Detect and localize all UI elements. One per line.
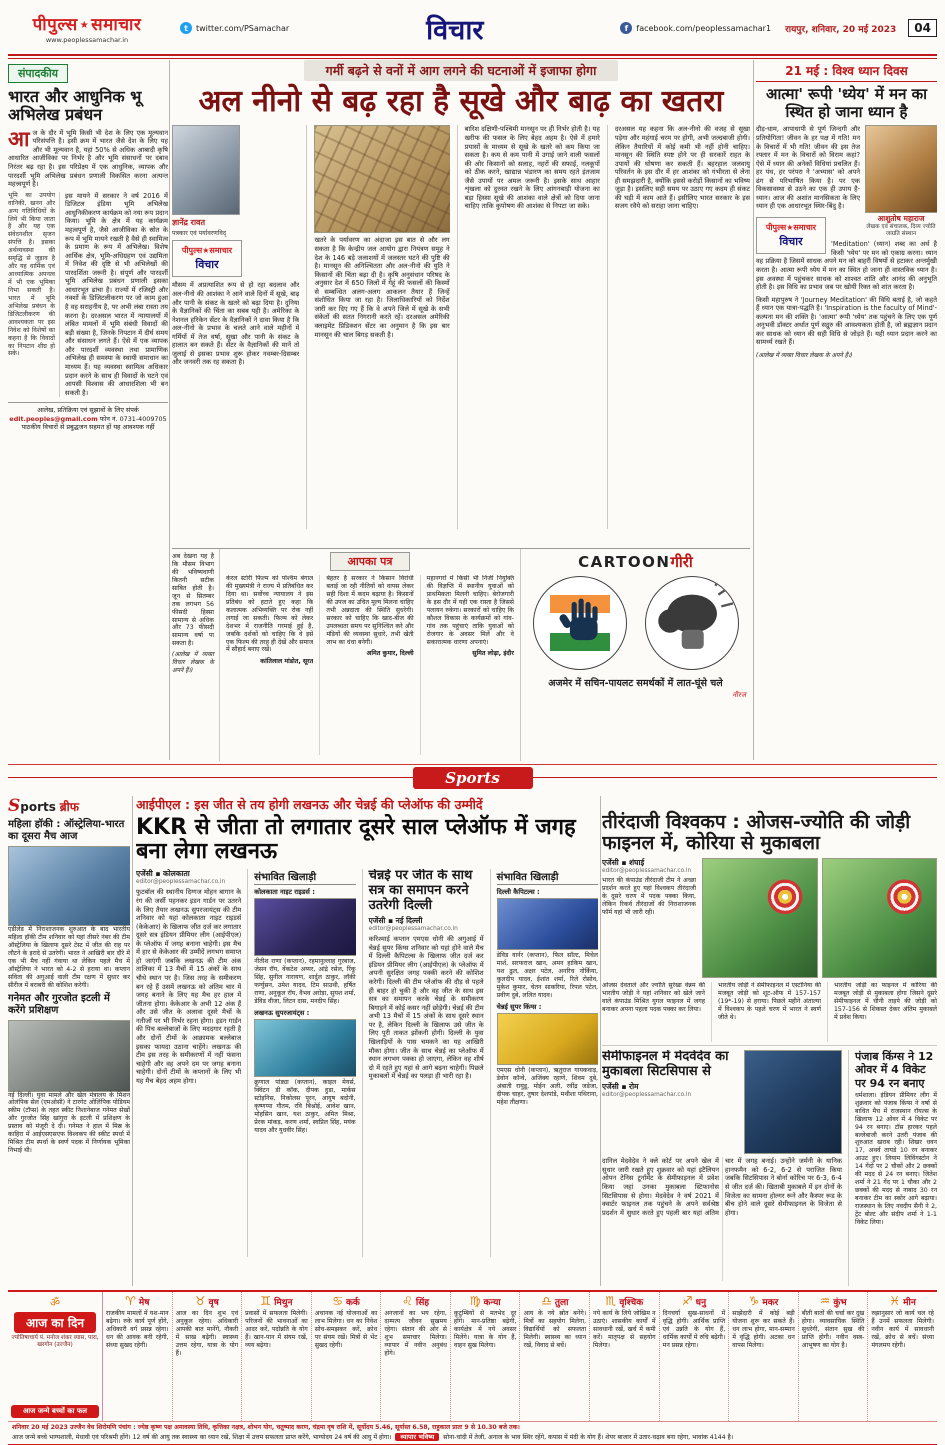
zodiac-icon: ♉ (194, 1294, 206, 1308)
meditation-paragraph: किसी महापुरुष ने 'Journey Meditation' की विधि बताई है, जो कहते हैं ध्यान एक यात्रा-पद्धति है। 'Inspiration is the faculty of Mind'- कल्पना मन की शक्ति है। 'आत्मा' रूपी 'ध्येय' तक पहुंचने के लिए एक पूर्ण अनुभवी डॉक्टर अर्थात पूर्ण सद्गुरु की आवश्यकता होती है, जो ब्रह्मज्ञान प्रदान कर साधक को ध्यान की सही विधि से जोड़ते हैं। यही ध्यान प्रदान करने का सामर्थ्य रखते हैं। (756, 295, 937, 347)
zodiac-text: आय के नये स्रोत बनेंगे। मित्रों का सहयोग मिलेगा, विद्यार्थियों को सफलता मिलेगी। स्वास्थ्य का ध्यान रखें, विवाद से बचें। (523, 1310, 587, 1349)
lsg-player-photo (254, 1019, 355, 1077)
zodiac-text: अनजानों का भय रहेगा, दाम्पत्य जीवन सुखमय रहेगा। संतान की ओर से शुभ समाचार मिलेगा। व्यापार में नवीन अनुबंध होंगे। (384, 1310, 447, 1357)
guru-figure (865, 125, 937, 238)
meditation-paragraph: दौड़-धाम, आपाधापी से पूर्ण जिन्दगी और प्रतियोगिता! जीवन के हर पक्ष में गति! मन के विचारों में भी गति! जीवन की इस तेज रफ्तार में मन के विचारों को विराम कहां? ऐसे में ध्यान की अनेकों विधियां प्रचलित हैं। हर पंथ, हर परंपरा ने 'अभ्यास' को अपने ढंग से परिभाषित किया है। पर एक विकसावस्था से उठने का एक ही उपाय है- ध्यान। आज की अशांत मानसिकता के लिए ध्यान ही एक आधारभूत स्थिर-बिंदु है। (756, 125, 860, 211)
zodiac-row (103, 1292, 937, 1421)
delhi-byline: एजेंसी ▪ नई दिल्ली (368, 916, 423, 926)
author-photo (172, 125, 240, 215)
zodiac-icon: ♊ (260, 1294, 272, 1308)
star-icon: ★ (79, 20, 90, 31)
page-number: 04 (908, 19, 937, 37)
cartoon-caption: अजमेर में सचिन-पायलट समर्थकों में लात-घूंसे चले (548, 678, 723, 689)
zodiac-name: कन्या (483, 1297, 501, 1308)
csk-label: चेन्नई सुपर किंग्स : (496, 1003, 542, 1011)
lead-col2: खतरे के पर्यावरण का अंदाजा इस बात से और लग सकता है कि केन्द्रीय जल आयोग द्वारा नियंत्रण समूह ने देश के 146 बड़े जलाशयों में जलस्तर घटने की पुष्टि की है। मानसून की अनिश्चितता और अल-नीनो की युति ने किसानों की चिंता बढ़ा दी है। कृषि अनुसंधान परिषद के अनुसार देश में 650 जिलों में गेहूं की फसलों की किस्मों से सम्बन्धित अलग-अलग आकलन तैयार हैं जिन्हें संशोधित किया जा रहा है। जिलाधिकारियों को निर्देश जारी कर दिए गए हैं कि वे अपने जिले में सूखे के सभी संकेतों की सतत निगरानी करते रहें। दरअसल अमेरिकी क्लाइमेट प्रिडिक्शन सेंटर का अनुमान है कि इस बार मानसून की चाल बिगड़ सकती है। (314, 236, 450, 339)
meditation-kicker: 21 मई : विश्व ध्यान दिवस (756, 62, 937, 82)
zodiac-text: कुटुम्बियों से मतभेद दूर होंगे। मान-प्रतिष्ठा बढ़ेगी, कार्यक्षेत्र में नये अवसर मिलेंगे। यात्रा के योग हैं, वाहन सुख मिलेगा। (453, 1310, 517, 1349)
archery-col4: भारतीय जोड़ी का फाइनल में कोरिया की मजबूत जोड़ी से मुकाबला होगा जिसने दूसरे सेमीफाइनल में चीनी ताइपे की जोड़ी को 157-156 से शिकस्त देकर अंतिम मुकाबले में प्रवेश किया। (827, 982, 937, 1042)
zodiac-icon: ♏ (605, 1294, 617, 1308)
horoscope-section (8, 1290, 937, 1445)
newspaper-logo (8, 12, 166, 44)
author-name: ज्ञानेंद्र रावत (172, 218, 206, 228)
archery-col3: भारतीय जोड़ी ने सेमीफाइनल में एस्टोनिया की मजबूत जोड़ी को शूट-ऑफ में 157-157 (19*-19) से हराया। पिछले महीने अंताल्या में विश्वकप के पहले चरण में भारत ने स्वर्ण जीते थे। (711, 982, 821, 1042)
zodiac-name: धनु (695, 1297, 707, 1308)
kkr-list: नीतीश राणा (कप्तान), रहमानुल्लाह गुरबाज, जेसन रॉय, वेंकटेश अय्यर, आंद्रे रसेल, रिंकू सिंह, सुनील नारायण, शार्दुल ठाकुर, लॉकी फर्ग्युसन, उमेश यादव, टिम साउथी, हर्षित राणा, अनुकूल रॉय, वैभव अरोड़ा, सुयश शर्मा, डेविड वीजा, लिटन दास, मनदीप सिंह। (254, 958, 356, 1006)
letters-cartoon-row (172, 548, 750, 761)
kkr-label: कोलकाता नाइट राइडर्स : (254, 888, 315, 897)
facebook-handle[interactable] (620, 22, 771, 34)
csk-player-photo (497, 1013, 598, 1065)
brief-headline: गनेमत और गुरजोत इटली में करेंगे प्रशिक्षण (8, 992, 110, 1016)
letter-item (319, 575, 413, 755)
letters-title: आपका पत्र (330, 552, 410, 571)
zodiac-icon: ♓ (889, 1294, 901, 1308)
meditation-article (756, 62, 937, 760)
lead-col1: मौसम में अप्रत्याशित रूप से हो रहा बदलाव और अल-नीनो की आशंका ने आने वाले दिनों में सूखे, बाढ़ और पानी के संकट के खतरे को बढ़ा दिया है। दुनिया के वैज्ञानिकों की चिंता का सबब यही है। अमेरिका के नेशनल हरिकेन सेंटर के वैज्ञानिकों ने दावा किया है कि अल-नीनो के प्रभाव के चलते आने वाले महीनों में गर्मियों में तेज वर्षा, सूखा और पानी के संकट के हालात बन सकते हैं। सेंटर के वैज्ञानिकों की मानें तो जुलाई से इसका प्रभाव शुरू होकर नवम्बर-दिसम्बर और जनवरी तक रह सकता है। (172, 281, 300, 367)
sports-banner-label: Sports (413, 767, 533, 789)
archery-headline: तीरंदाजी विश्वकप : ओजस-ज्योति की जोड़ी फाइनल में, कोरिया से मुकाबला (602, 810, 911, 855)
lead-headline: अल नीनो से बढ़ रहा है सूखे और बाढ़ का खतरा (198, 84, 724, 119)
ipl-kicker: आईपीएल : इस जीत से तय होगी लखनऊ और चेन्नई की प्लेऑफ की उम्मीदें (136, 797, 483, 812)
zodiac-icon: ♈ (125, 1294, 136, 1308)
letter-author: कांतिलाल मांडोत, सूरत (260, 658, 314, 666)
zodiac-icon: ♎ (541, 1294, 552, 1308)
contact-phone: फोन नं. 0731-4009705 (99, 414, 167, 423)
brief-body: एडीलेड में निराशाजनक शुरुआत के बाद भारतीय महिला हॉकी टीम शनिवार को यहां तीसरे नंबर की टीम ऑस्ट्रेलिया के खिलाफ दूसरे टेस्ट में जीत की राह पर लौटने के इरादे से उतरेगी। भारत ने आखिरी बार दौरे में एक भी मैच नहीं गंवाया था लेकिन पहले मैच में ऑस्ट्रेलिया ने भारत को 4-2 से हराया था। कप्तान सविता की अगुआई वाली टीम रक्षण में सुधार कर सीरीज में बराबरी की कोशिश करेगी। (8, 926, 130, 989)
brief-headline: महिला हॉकी : ऑस्ट्रेलिया-भारत का दूसरा मैच आज (8, 819, 125, 842)
lead-footnote: (आलेख में व्यक्त विचार लेखक के अपने हैं।) (172, 651, 214, 674)
twitter-icon: t (180, 22, 192, 34)
zodiac-text: राजकीय मामलों में यश-मान बढ़ेगा। रुके कार्य पूर्ण होंगे, अधिकारी वर्ग प्रसन्न रहेगा। धन की आवक बनी रहेगी, संध्या सुखद रहेगी। (106, 1310, 169, 1349)
tennis-headline: सेमीफाइनल में मेदवेदेव का मुकाबला सिटसिपास से (602, 1050, 729, 1080)
lead-continuation: अब देखना यह है कि मौसम विभाग की भविष्यवाणी कितनी सटीक साबित होती है। जून से सितम्बर तक लगभग 56 फीसदी हिस्सा सामान्य से अधिक और 73 फीसदी सामान्य वर्षा पा सकता है। (आलेख में व्यक्त विचार लेखक के अपने हैं।) (172, 549, 220, 761)
brand-box (172, 240, 242, 277)
archery-byline: एजेंसी ▪ शंघाई (602, 858, 645, 868)
zodiac-text: बीती बातों की चर्चा कर दुख होगा। व्यावसायिक स्थिति सुधरेगी, संतान सुख की प्राप्ति होगी। नवीन वस्त्र-आभूषण का योग है। (801, 1310, 865, 1349)
om-icon: ॐ (49, 1296, 61, 1309)
sports-brief-column (8, 796, 130, 1286)
lead-kicker: गर्मी बढ़ने से वनों में आग लगने की घटनाओं में इजाफा होगा (304, 60, 619, 81)
cartoonist-signature: नीरज (732, 691, 746, 699)
zodiac-icon: ♌ (402, 1294, 413, 1308)
csk-list: एमएस धोनी (कप्तान), ऋतुराज गायकवाड़, डेवोन कॉन्वे, अजिंक्य रहाणे, शिवम दुबे, अंबाती रायुडू, मोईन अली, रवींद्र जडेजा, दीपक चाहर, तुषार देशपांडे, मथीशा पथिराना, महेश तीक्षणा। (496, 1067, 598, 1106)
zodiac-column (867, 1292, 937, 1421)
column-divider (600, 796, 601, 1286)
editor-email[interactable]: editor@peoplessamachar.co.in (602, 868, 692, 875)
panchang-line: शनिवार 20 मई 2023 उज्जैन वेध शिरोमणि पंचांग : ज्येष्ठ कृष्ण पक्ष अमावस्या तिथि, कृत्तिका नक्षत्र, शोभन योग, चतुष्पाद करण, चंद्रमा वृष राशि में, सूर्योदय 5.46, सूर्यास्त 6.58, राहुकाल प्रातः 9 से 10.30 बजे तक। (12, 1424, 520, 1432)
zodiac-name: वृश्चिक (619, 1297, 644, 1308)
hockey-photo (8, 846, 130, 926)
brief-body: नई दिल्ली। युवा मामले और खेल मंत्रालय के मिशन ओलंपिक सेल (एमओसी) ने टारगेट ओलिंपिक पोडियम स्कीम (टॉप्स) के तहत स्कीट निशानेबाज गनेमत सेखों और गुरजोत सिंह खांगुरा के इटली में प्रशिक्षण के प्रस्ताव को मंजूरी दे दी। गनेमत ने हाल में मिस्र के काहिरा में आईएसएसएफ विश्वकप की स्कीट स्पर्धा में मिश्रित टीम स्पर्धा के स्वर्ण पदक में निर्णायक भूमिका निभाई थी। (8, 1091, 130, 1155)
contact-line: आलेख, प्रतिक्रिया एवं सुझावों के लिए संपर्क (37, 406, 139, 415)
zodiac-name: वृष (208, 1297, 219, 1308)
letter-author: सुमित लोढ़ा, इंदौर (472, 650, 514, 658)
editorial-sidebar: भूमि का उपयोग वानिकी, खनन और अन्य गतिविधियों के लिये भी किया जाता है और यह एक संवेदनशील सृजन संपत्ति है। इसका अर्थव्यवस्था की समृद्धि से जुड़ाव है और यह धार्मिक एवं आध्यात्मिक अपनत्व में भी एक भूमिका निभा सकती है। भारत में भूमि अभिलेख प्रबंधन के डिजिटलीकरण की आवश्यकता पर इस निवेश को विशेषों का कहना है कि विवादों का निपटान शीघ्र हो सके। (8, 192, 60, 398)
editorial-body: इस मायने में सरकार ने वर्ष 2016 में डिजिटल इंडिया भूमि अभिलेख आधुनिकीकरण कार्यक्रम को नया रूप प्रदान किया। भूमि के क्षेत्र में यह कार्यक्रम महत्वपूर्ण है, जैसे आजीविका के स्रोत के रूप में भूमि मायने रखती है वैसे ही स्वामित्व के प्रमाण के रूप में अभिलेख। विशेष आर्थिक क्षेत्र, भूमि-अधिग्रहण एवं उद्यमिता में निवेश की दृष्टि से भी अभिलेखों की पारदर्शिता जरूरी है। संपूर्ण और पारदर्शी भूमि अभिलेख प्रबंधन प्रणाली इसका आधारभूत ढांचा है। राज्यों में रजिस्ट्री और नक्शों के डिजिटलीकरण पर जो काम हुआ है वह सराहनीय है, पर अभी लंबा रास्ता तय करना है। दरअसल भारत में न्यायालयों में लंबित मामलों में भूमि संबंधी विवादों की बड़ी संख्या है, जिनके निपटान में दीर्घ समय और संसाधन लगते हैं। ऐसे में एक व्यापक और पारदर्शी व्यवस्था तथा प्रामाणिक अभिलेख ही समस्या के स्थायी समाधान का माध्यम हैं। यह व्यवस्था स्वामित्व अधिकार प्रदान करने के साथ ही विवादों के घटने एवं आपसी विश्वास की आधारशिला भी बन सकती है। (65, 191, 168, 397)
letter-text: केरल स्टोरी फिल्म को पश्चिम बंगाल की मुख्यमंत्री ने राज्य में प्रतिबंधित कर दिया था। सर्वोच्च न्यायालय ने इस प्रतिबंध को हटाते हुए कहा कि कलात्मक अभिव्यक्ति पर रोक नहीं लगाई जा सकती। फिल्म को लेकर देशभर में राजनीति गरमाई हुई है, जबकि दर्शकों को चाहिए कि वे इसे एक फिल्म की तरह ही देखें और समाज में सौहार्द बनाए रखें। (226, 575, 314, 654)
horoscope-title: आज का दिन (14, 1312, 96, 1333)
twitter-url[interactable]: twitter.com/PSamachar (196, 23, 290, 33)
zodiac-column (589, 1292, 659, 1421)
cartoon-section (521, 549, 750, 761)
zodiac-column (519, 1292, 589, 1421)
tennis-byline: एजेंसी ▪ रोम (602, 1082, 639, 1092)
forecast-line: आज जन्मे बच्चे भाग्यशाली, मेधावी एवं परिश्रमी होंगे। 12 वर्ष की आयु तक स्वास्थ्य का ध्यान रखें, शिक्षा में उत्तम सफलता प्राप्त करेंगे, भाग्योदय 24 वर्ष की आयु में होगा। व्यापार भविष्य सोना-चांदी में तेजी, अनाज के भाव स्थिर रहेंगे, कपास में मंदी के योग हैं। शेयर बाजार में उतार-चढ़ाव बना रहेगा, भावांक 4144 है। (12, 1432, 734, 1441)
sports-banner (8, 764, 937, 791)
shooting-photo (8, 1020, 130, 1092)
editorial-column (8, 62, 168, 760)
congress-hand-icon (556, 593, 608, 649)
zodiac-text: दिनचर्या सुख-साधनों में वृद्धि होगी। आर्थिक प्राप्ति एवं उन्नति के योग हैं, धार्मिक कार्यों में रुचि बढ़ेगी। मन प्रसन्न रहेगा। (662, 1310, 726, 1349)
guru-photo (865, 125, 937, 213)
facebook-url[interactable]: facebook.com/peoplessamachar1 (636, 23, 772, 33)
zodiac-icon: ♍ (469, 1294, 481, 1308)
website-link[interactable]: www.peoplessamachar.in (45, 36, 129, 44)
archery-col1: भारत की कंपाउंड तीरंदाजी टीम ने अच्छा प्रदर्शन करते हुए यहां विश्वकप तीरंदाजी के दूसरे चरण में पदक पक्का किया, लेकिन रिकर्व तीरंदाजों की निराशाजनक फॉर्म यहां भी जारी रही। (602, 877, 696, 917)
zodiac-text: साझेदारी में कोई बड़ी योजना शुरू कर सकते हैं। धन लाभ होगा, मान-सम्मान में वृद्धि होगी। अटका धन वापस मिलेगा। (732, 1310, 795, 1349)
zodiac-text: प्रवासों में सफलता मिलेगी। परिजनों की भावनाओं का आदर करें, पदोन्नति के योग हैं। खान-पान में संयम रखें, व्यय बढ़ेगा। (245, 1310, 308, 1349)
trade-forecast-label: व्यापार भविष्य (395, 1433, 439, 1442)
zodiac-icon: ♋ (332, 1294, 343, 1308)
zodiac-text: आज का दिन शुभ एवं अनुकूल रहेगा। अधिकारी आपकी बात मानेंगे, नौकरी में साख बढ़ेगी। स्वास्थ्य उत्तम रहेगा, यात्रा के योग हैं। (175, 1310, 239, 1357)
zodiac-text: नये कार्य के लिये जोखिम न उठाएं। शासकीय कार्यों में सावधानी रखें, खर्च में कमी करें। मातृपक्ष से सहयोग मिलेगा। (593, 1310, 656, 1349)
panchang-strip (8, 1421, 937, 1444)
logo-text: पीपुल्स ★ समाचार (32, 15, 142, 35)
punjab-article (848, 1050, 937, 1286)
tennis-photo (744, 1050, 842, 1154)
meditation-paragraph: 'Meditation' (ध्यान) शब्द का अर्थ है किसी 'ध्येय' पर मन को एकाग्र करना। ध्यान वह प्रक्रिया है जिसमें साधक अपने मन को बाहरी विषयों से हटाकर अन्तर्मुखी करता है। आत्मा रूपी ध्येय में मन का स्थित हो जाना ही वास्तविक ध्यान है। इस अवस्था में पहुंचकर साधक को शाश्वत शांति और आनंद की अनुभूति होती है। इस विधि का प्रभाव जब पर खोयी रिक्त को शांत करता है। (756, 240, 937, 292)
guru-role: लेखक एवं संचालक, दिव्य ज्योति जाग्रति संस्थान (866, 224, 936, 238)
twitter-handle[interactable] (180, 22, 289, 34)
lsg-list: क्रुणाल पांड्या (कप्तान), काइल मेयर्स, क्विंटन डी कॉक, दीपक हुडा, मार्कस स्टोइनिस, निकोलस पूरन, आयुष बदोनी, कृष्णप्पा गौतम, रवि बिश्नोई, आवेश खान, मोहसिन खान, यश ठाकुर, अमित मिश्रा, प्रेरक मांकड़, करण शर्मा, स्वप्निल सिंह, मयंक यादव और युधवीर सिंह। (254, 1079, 356, 1134)
probable-players-title: संभावित खिलाड़ी (254, 869, 355, 885)
dc-label: दिल्ली कैपिटल्स : (496, 888, 540, 897)
contact-email[interactable]: edit.peoples@gmail.com (9, 414, 98, 423)
letter-author: अमित कुमार, दिल्ली (366, 650, 414, 658)
delhi-headline: चेन्नई पर जीत के साथ सत्र का समापन करने उतरेगी दिल्ली (368, 869, 473, 914)
letters-section (220, 549, 521, 761)
kkr-player-photo (254, 898, 355, 956)
archery-col2: ओजस देवताले और ज्योति सुरेखा वेन्नम की भारतीय जोड़ी ने यहां शनिवार को खेले जाने वाले कंपाउंड मिश्रित युगल फाइनल में जगह बनाकर अपना पहला पदक पक्का कर लिया। (602, 982, 705, 1014)
zodiac-icon: ♒ (819, 1294, 831, 1308)
editor-email[interactable]: editor@peoplessamachar.co.in (602, 1092, 692, 1099)
delhi-body: करिश्माई कप्तान एमएस धोनी की अगुआई में चेन्नई सुपर किंग्स शनिवार को यहां होने वाले मैच में दिल्ली कैपिटल्स के खिलाफ जीत दर्ज कर इंडियन प्रीमियर लीग (आईपीएल) के प्लेऑफ में अपनी सुरक्षित जगह पक्की करने की कोशिश करेगी। दिल्ली की टीम प्लेऑफ की दौड़ से पहले ही बाहर हो चुकी है और वह जीत के साथ इस सत्र का समापन करके चेन्नई के समीकरण बिगाड़ने में कोई कसर नहीं छोड़ेगी। चेन्नई की टीम अभी 13 मैचों में 15 अंकों के साथ दूसरे स्थान पर है, लेकिन दिल्ली के खिलाफ उसे जीत के लिए पूरी ताकत झोंकनी होगी। दिल्ली के युवा खिलाड़ियों के पास चमकने का यह आखिरी मौका होगा। जीत के साथ चेन्नई का प्लेऑफ में स्थान लगभग पक्का हो जाएगा, लेकिन वह शीर्ष दो में रहते हुए यहां से आगे बढ़ना चाहेगी। पिछले मुकाबलों में चेन्नई का पलड़ा ही भारी रहा है। (368, 935, 484, 1081)
brand-name: पीपुल्स★समाचार (765, 223, 817, 232)
tennis-article (602, 1050, 842, 1286)
ipl-article (136, 796, 598, 1286)
letter-item (226, 575, 313, 755)
archery-article (602, 796, 937, 1286)
editorial-contact (8, 402, 168, 431)
meditation-headline: आत्मा' रूपी 'ध्येय' में मन का स्थित हो जाना ध्यान है (765, 85, 928, 121)
zodiac-name: मकर (762, 1297, 779, 1308)
author-role: पत्रकार एवं पर्यावरणविद् (172, 230, 227, 238)
zodiac-column (450, 1292, 520, 1421)
ipl-byline: एजेंसी ▪ कोलकाता (136, 869, 190, 879)
horoscope-left-panel (8, 1292, 103, 1421)
zodiac-text: अचानक नई योजनाओं का लाभ मिलेगा। धन का निवेश सोच-समझकर करें, क्रोध पर संयम रखें। मित्रों से भेंट सुखद रहेगी। (314, 1310, 378, 1349)
archery-photo-2 (822, 858, 938, 978)
contact-note: पाठकीय विचारों से प्रबुद्धजन सहमत हों यह आवश्यक नहीं (21, 422, 155, 431)
zodiac-icon: ♐ (681, 1294, 693, 1308)
zodiac-column (380, 1292, 450, 1421)
lead-col3: बारिश दक्षिणी-पश्चिमी मानसून पर ही निर्भर होती है। यह खरीफ की फसल के लिए बेहद अहम है। ऐसे में हमारे प्रयासों के माध्यम से सूखे के खतरे को कम किया जा सकता है। कम से कम पानी में उगाई जाने वाली फसलों की ओर किसानों को सलाह, नहरों की सफाई, नलकूपों को ठीक करने, खाद्यान्न भंडारण का समय रहते इंतजाम जैसे उपायों पर अमल जरूरी है। इसके साथ आहार शृंखला को दुरुस्त रखने के लिए आंगनबाड़ी योजना का बड़ा हिस्सा सूखे की आशंका वाले क्षेत्रों को दिया जाना चाहिए ताकि कुपोषण की आशंका से निपटा जा सके। (464, 125, 600, 211)
lead-col4: दरअसल यह कहना कि अल-नीनो की वजह से सूखा पड़ेगा और महंगाई चरम पर होगी, अभी जल्दबाजी होगी। लेकिन तैयारियों में कोई कमी भी नहीं होनी चाहिए। मानसून की स्थिति स्पष्ट होने पर ही सरकारें राहत के उपायों की घोषणा कर सकती हैं। बहरहाल जलवायु परिवर्तन के इस दौर में हर आशंका को गंभीरता से लेना ही समझदारी है, क्योंकि इससे करोड़ों किसानों का भविष्य जुड़ा है। इसलिए सही समय पर उठाए गए कदम ही संकट की घड़ी में काम आते हैं। इसीलिए भारत सरकार के इस सजग रवैये को सराहा जाना चाहिए। (614, 125, 750, 211)
zodiac-name: कर्क (345, 1297, 360, 1308)
brand-section: विचार (779, 235, 803, 248)
dateline: रायपुर, शनिवार, 20 मई 2023 (785, 24, 897, 35)
drought-photo (314, 125, 449, 233)
ipl-body: फुटबॉल की स्थानीय दिग्गज मोहन बागान के रंग की जर्सी पहनकर इडन गार्डन पर उतरने के लिए तैयार लखनऊ सुपरजायंट्स की टीम शनिवार को यहां कोलकाता नाइट राइडर्स (केकेआर) के खिलाफ जीत दर्ज कर लगातार दूसरे सत्र इंडियन प्रीमियर लीग (आईपीएल) के प्लेऑफ में जगह बनाना चाहेगी। इस मैच में हार से केकेआर की उम्मीदें लगभग समाप्त हो जाएंगी जबकि लखनऊ की टीम अंक तालिका में 13 मैचों में 15 अंकों के साथ चौथे स्थान पर है। जिस तरह के समीकरण बन रहे हैं उसमें लखनऊ को अंतिम चार में जगह बनाने के लिए यह मैच हर हाल में जीतना होगा। केकेआर के अभी 12 अंक हैं और उसे जीत के अलावा दूसरे मैचों के नतीजों पर भी निर्भर रहना होगा। इडन गार्डन की पिच बल्लेबाजों के लिए मददगार रहती है और दोनों टीमों के आक्रामक बल्लेबाज इसका फायदा उठाना चाहेंगे। लखनऊ की टीम इस तरह के समीकरणों में नहीं फंसना चाहेगी और वह अपने दम पर जगह बनाना चाहेगी। दोनों टीमों के कप्तानों के लिए भी यह मैच बेहद अहम होगा। (136, 888, 242, 1085)
cartoon-title: CARTOONगीरी (578, 553, 693, 571)
brand-section: विचार (195, 258, 219, 272)
tennis-body: दानिल मेदवेदेव ने क्ले कोर्ट पर अपने खेल में सुधार जारी रखते हुए शुक्रवार को यहां इटैलियन ओपन टेनिस टूर्नामेंट के सेमीफाइनल में प्रवेश किया जहां उनका मुकाबला स्टिफानोस सिटसिपास से होगा। मेदवेदेव ने वर्ष 2021 में क्वार्टर फाइनल तक पहुंचने के अपने सर्वश्रेष्ठ प्रदर्शन में सुधार करते हुए पहली बार यहां अंतिम चार में जगह बनाई। उन्होंने जर्मनी के यानिक हानफमैन को 6-2, 6-2 से पराजित किया जबकि सिटसिपास ने बोर्ना कोरिच पर 6-3, 6-4 से जीत दर्ज की। खिताबी मुकाबले में इन दोनों के विजेता का सामना होल्गर रूने और कैस्पर रूड के बीच होने वाले दूसरे सेमीफाइनल के विजेता से होगा। (602, 1157, 842, 1217)
meditation-footnote: (आलेख में व्यक्त विचार लेखक के अपने हैं।) (756, 352, 853, 360)
zodiac-column (659, 1292, 729, 1421)
cartoon-panel-fight (645, 576, 739, 670)
zodiac-column (728, 1292, 798, 1421)
zodiac-name: मेष (138, 1297, 150, 1308)
zodiac-column (311, 1292, 381, 1421)
letter-item (420, 575, 514, 755)
boxing-glove-icon (648, 577, 736, 665)
ipl-headline: KKR से जीता तो लगातार दूसरे साल प्लेऑफ में जगह बना लेगा लखनऊ (136, 815, 576, 865)
zodiac-name: मिथुन (274, 1297, 293, 1308)
punjab-body: धर्मशाला। इंडियन प्रीमियर लीग में शुक्रवार को पंजाब किंग्स ने वर्षा से बाधित मैच में राजस्थान रॉयल्स के खिलाफ 12 ओवर में 4 विकेट पर 94 रन बनाए। टॉस हारकर पहले बल्लेबाजी करने उतरी पंजाब की शुरुआत खराब रही। शिखर धवन 17, अथर्व तायडे 10 रन बनाकर आउट हुए। लियाम लिविंगस्टोन ने 14 गेंदों पर 2 चौकों और 2 छक्कों की मदद से 24 रन बनाए। जितेश शर्मा ने 21 गेंद पर 1 चौका और 2 छक्कों की मदद से नाबाद 30 रन बनाकर टीम का स्कोर आगे बढ़ाया। राजस्थान के लिए नवदीप सैनी ने 2, ट्रेंट बोल्ट और संदीप शर्मा ने 1-1 विकेट लिया। (855, 1091, 937, 1226)
brand-name: पीपुल्स★समाचार (181, 246, 233, 256)
letter-text: बेहतर है सरकार ने किसान विरोधी बताई जा रही नीतियों को वापस लेकर सही दिशा में कदम बढ़ाया है। किसानों की उपज का उचित मूल्य मिलना चाहिए तभी अन्नदाता की स्थिति सुधरेगी। सरकार को चाहिए कि खाद-बीज की उपलब्धता समय पर सुनिश्चित करे और मंडियों की व्यवस्था सुधारे, तभी खेती लाभ का धंधा बनेगी। (326, 575, 414, 646)
editor-email[interactable]: editor@peoplessamachar.co.in (368, 926, 458, 933)
letter-text: महानगरों में किसी भी निजी नियुक्ति की विज्ञप्ति में स्थानीय युवाओं को प्राथमिकता मिलनी चाहिए। बेरोजगारी के इस दौर में यही एक रास्ता है जिससे पलायन रुकेगा। सरकारों को चाहिए कि कौशल विकास के कार्यक्रमों को गांव-गांव तक पहुंचाएं ताकि युवाओं को रोजगार के अवसर मिलें और वे सकारात्मक धारणा अपनाएं। (426, 575, 514, 646)
dc-player-photo (497, 898, 598, 950)
zodiac-name: तुला (554, 1297, 569, 1308)
guru-name: आशुतोष महाराज (877, 214, 925, 224)
column-divider (169, 60, 170, 760)
facebook-icon: f (620, 22, 632, 34)
zodiac-column (798, 1292, 868, 1421)
masthead (8, 4, 937, 52)
zodiac-name: मीन (903, 1297, 916, 1308)
column-divider (132, 796, 133, 1286)
zodiac-icon: ♑ (748, 1294, 760, 1308)
zodiac-column (103, 1292, 172, 1421)
editorial-lede: आज के दौर में भूमि किसी भी देश के लिए एक मूल्यवान परिसंपत्ति है। इसी क्रम में भारत जैसे देश के लिए यह और भी मूल्यवान है, यहां 50% से अधिक आबादी कृषि आधारित आजीविका पर निर्भर है और भूमि संसाधनों पर दबाव निरंतर बढ़ रहा है। इस परिप्रेक्ष्य में एक आधुनिक, व्यापक और पारदर्शी भूमि अभिलेख प्रबंधन प्रणाली विकसित करना अत्यन्त महत्त्वपूर्ण है। (8, 126, 168, 189)
sports-brief-header: Sports ब्रीफ (8, 796, 79, 816)
dc-list: डेविड वार्नर (कप्तान), फिल सॉल्ट, मिचेल मार्श, सरफराज खान, अमन हाकिम खान, यश ढुल, अक्षर पटेल, अनरिच नोर्किया, कुलदीप यादव, ईशांत शर्मा, रिले रोसोव, मुकेश कुमार, चेतन साकरिया, रिपल पटेल, प्रवीण दुबे, ललित यादव। (496, 952, 598, 1000)
probable-players-title: संभावित खिलाड़ी (497, 869, 598, 885)
editorial-label: संपादकीय (8, 64, 68, 83)
editorial-headline: भारत और आधुनिक भू अभिलेख प्रबंधन (8, 87, 142, 125)
zodiac-text: रुझानुसार जो कार्य चल रहे हैं उनमें सफलता मिलेगी। नवीन कार्य में सावधानी रखें, क्रोध से बचें। संध्या मंगलमय रहेगी। (871, 1310, 934, 1349)
zodiac-name: कुंभ (833, 1297, 847, 1308)
zodiac-column (172, 1292, 242, 1421)
column-divider (753, 60, 754, 760)
zodiac-column (241, 1292, 311, 1421)
zodiac-name: सिंह (415, 1297, 430, 1308)
archery-photo-1 (702, 858, 818, 978)
brand-box (756, 217, 826, 254)
cartoon-panel-congress (533, 576, 627, 670)
masthead-rule (8, 54, 937, 59)
lsg-label: लखनऊ सुपरजायंट्स : (254, 1009, 310, 1017)
editor-email[interactable]: editor@peoplessamachar.co.in (136, 879, 226, 886)
punjab-headline: पंजाब किंग्स ने 12 ओवर में 4 विकेट पर 94 रन बनाए (855, 1050, 934, 1090)
section-title: विचार (426, 14, 484, 46)
lead-article (172, 60, 750, 546)
drop-cap: आ (8, 126, 30, 151)
astrologer-credit: ज्योतिषाचार्य पं. मनोज शंकर व्यास, पारा, खरगोन (उज्जैन) (11, 1335, 99, 1349)
birth-result-label: आज जन्मे बच्चों का फल (11, 1405, 99, 1418)
